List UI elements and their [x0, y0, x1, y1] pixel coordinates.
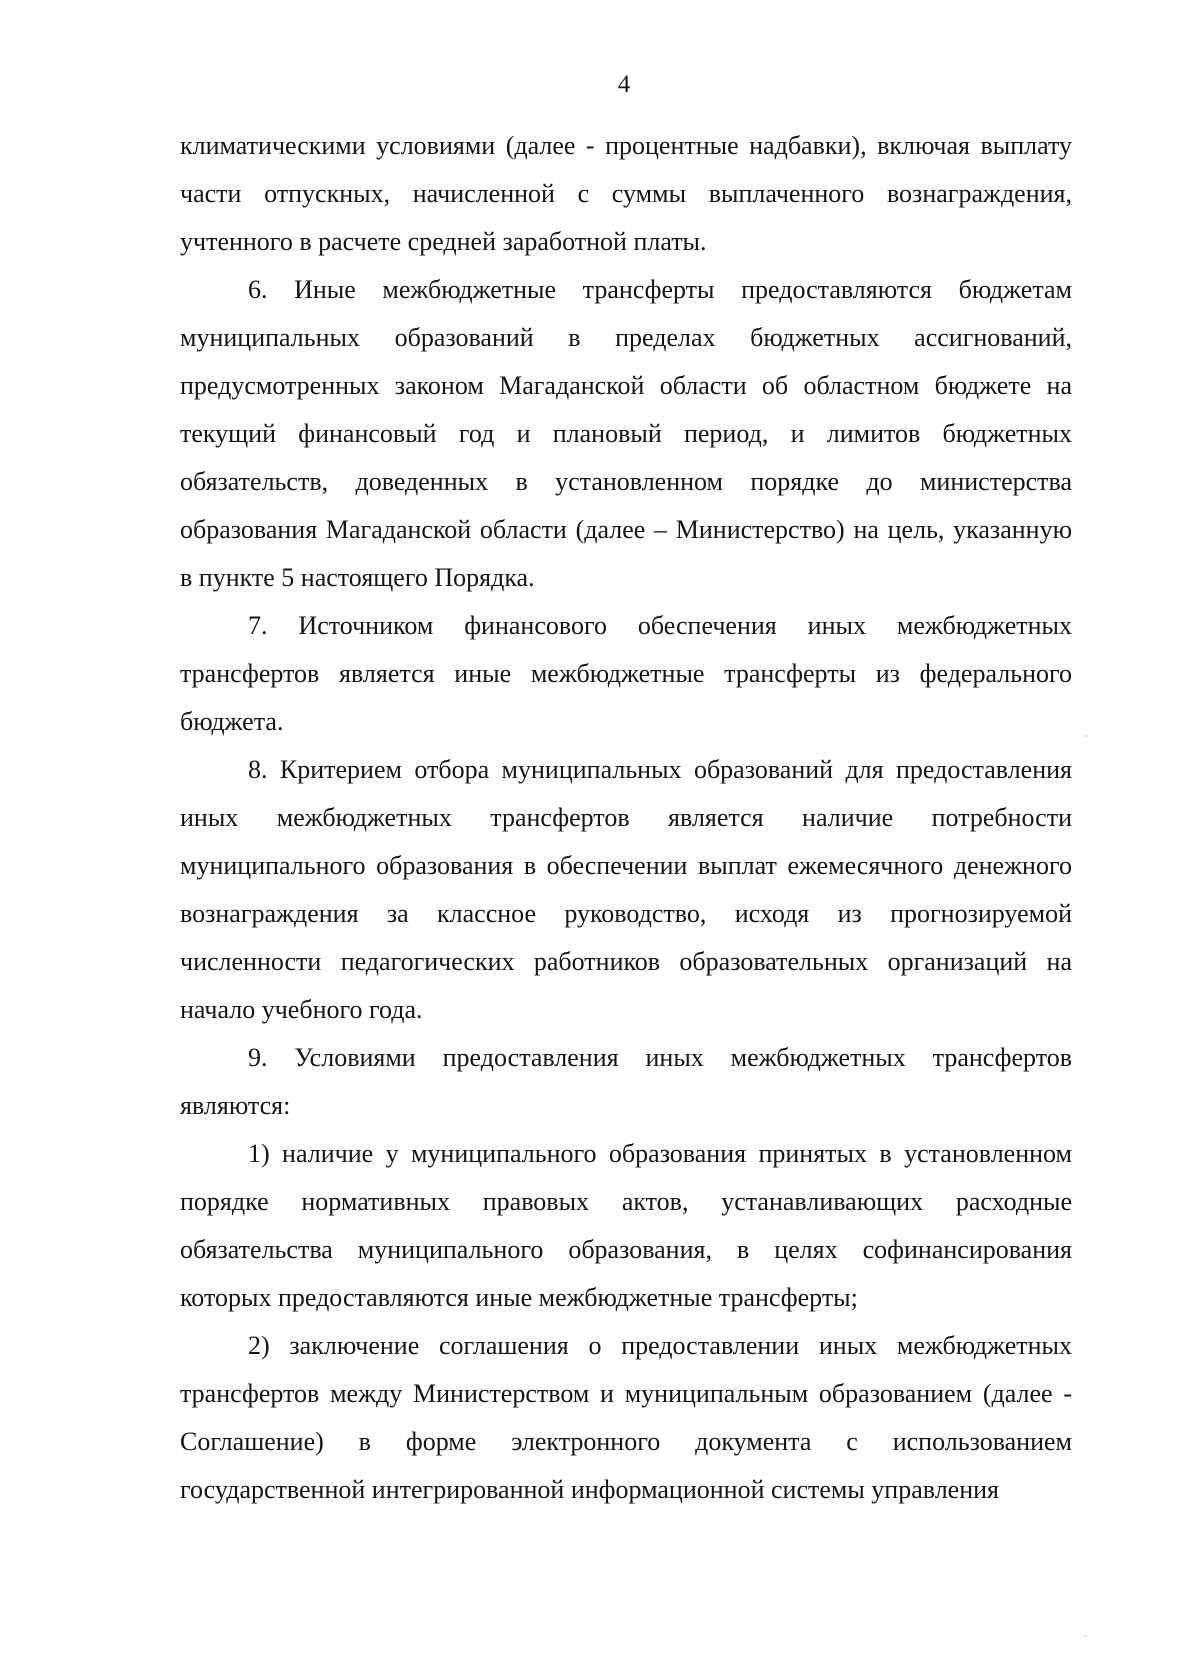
- scan-speck: [1085, 735, 1087, 737]
- scan-speck: [1085, 1635, 1087, 1637]
- paragraph-item-6: 6. Иные межбюджетные трансферты предоставляются бюджетам муниципальных образований в пределах бюджетных ассигнований, предусмотренных законом Магаданской области об областном бюджете на текущий финансовый год и плановый период, и лимитов бюджетных обязательств, доведенных в установленном порядке до министерства образования Магаданской области (далее – Министерство) на цель, указанную в пункте 5 настоящего Порядка.: [180, 275, 1072, 592]
- page-number: 4: [617, 71, 631, 98]
- paragraph-item-8: 8. Критерием отбора муниципальных образований для предоставления иных межбюджетных трансфертов является наличие потребности муниципального образования в обеспечении выплат ежемесячного денежного вознаграждения за классное руководство, исходя из прогнозируемой численности педагогических работников образовательных организаций на начало учебного года.: [180, 755, 1072, 1024]
- paragraph-item-7: 7. Источником финансового обеспечения иных межбюджетных трансфертов является иные межбюджетные трансферты из федерального бюджета.: [180, 611, 1072, 736]
- paragraph-subitem-1: 1) наличие у муниципального образования принятых в установленном порядке нормативных правовых актов, устанавливающих расходные обязательства муниципального образования, в целях софинансирования которых предоставляются иные межбюджетные трансферты;: [180, 1139, 1072, 1312]
- paragraph-subitem-2: 2) заключение соглашения о предоставлении иных межбюджетных трансфертов между Министерством и муниципальным образованием (далее - Соглашение) в форме электронного документа с использованием государственной интегрированной информационной системы управления: [180, 1331, 1072, 1504]
- paragraph-continuation: климатическими условиями (далее - процентные надбавки), включая выплату части отпускных, начисленной с суммы выплаченного вознаграждения, учтенного в расчете средней заработной платы.: [180, 131, 1072, 256]
- paragraph-item-9: 9. Условиями предоставления иных межбюджетных трансфертов являются:: [180, 1043, 1072, 1120]
- document-body: [180, 122, 1072, 1514]
